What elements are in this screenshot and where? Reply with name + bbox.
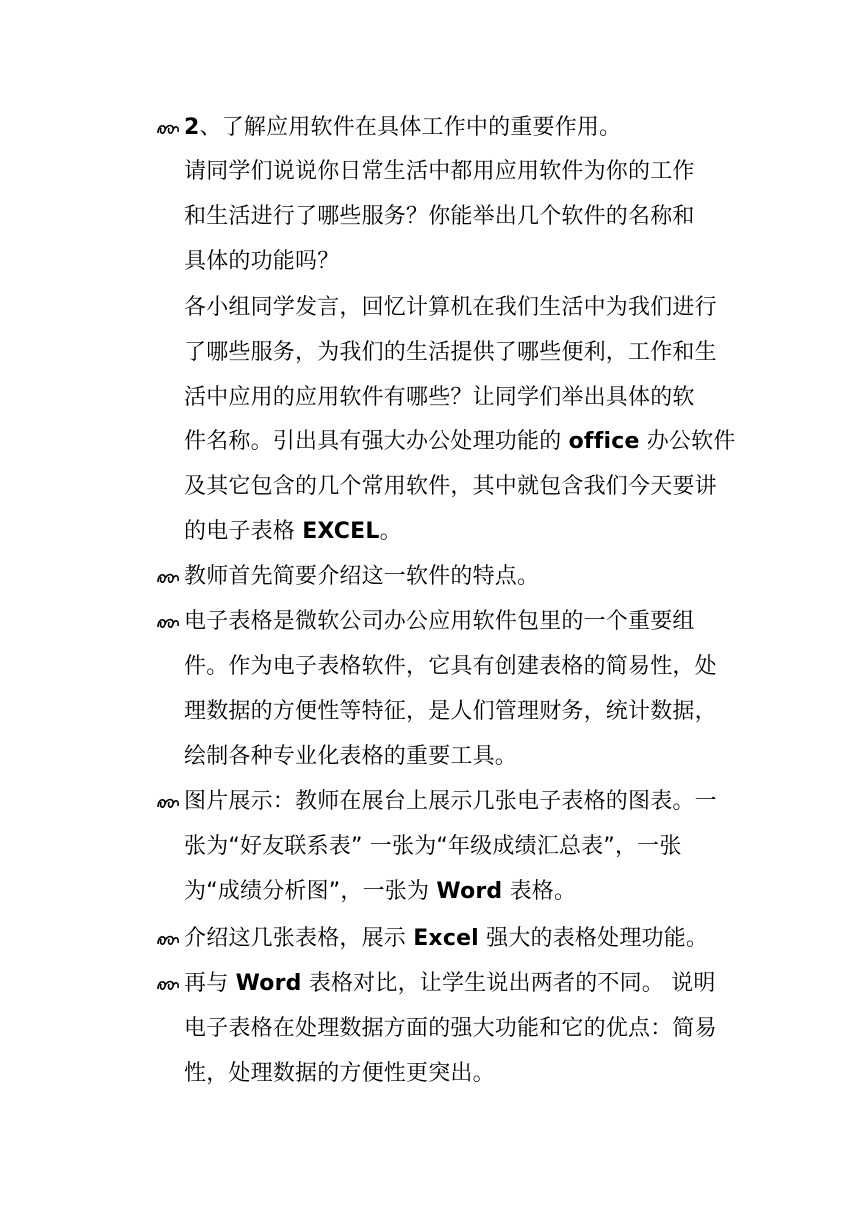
- line-text: 件。作为电子表格软件，它具有创建表格的简易性，处: [184, 654, 717, 679]
- paragraph-line: [184, 742, 517, 772]
- line-text: 介绍这几张表格，展示: [184, 926, 414, 951]
- line-text: 强大的表格处理功能。: [478, 926, 709, 951]
- line-text: 及其它包含的几个常用软件，其中就包含我们今天要讲: [184, 474, 717, 499]
- paragraph-line: [184, 832, 682, 862]
- paragraph-line: [184, 383, 695, 413]
- line-text: 性，处理数据的方便性更突出。: [184, 1061, 495, 1086]
- line-text: 理数据的方便性等特征，是人们管理财务，统计数据，: [184, 699, 717, 724]
- line-text: 各小组同学发言，回忆计算机在我们生活中为我们进行: [184, 295, 717, 320]
- curl-bullet-icon: [155, 607, 181, 637]
- line-text: 电子表格是微软公司办公应用软件包里的一个重要组: [184, 609, 695, 634]
- line-text: 具体的功能吗？: [184, 249, 340, 274]
- paragraph-line: [184, 877, 576, 907]
- line-text: 为“成绩分析图”，一张为: [184, 879, 437, 904]
- paragraph-line: [184, 472, 717, 502]
- curl-bullet-icon: [155, 924, 181, 954]
- bold-text: EXCEL: [302, 519, 380, 544]
- line-text: 表格。: [502, 879, 577, 904]
- bullet-item: [184, 113, 621, 143]
- line-text: 教师首先简要介绍这一软件的特点。: [184, 564, 540, 589]
- paragraph-line: [184, 293, 717, 323]
- bold-text: Excel: [413, 926, 479, 951]
- line-text: 件名称。引出具有强大办公处理功能的: [184, 429, 569, 454]
- paragraph-line: [184, 697, 717, 727]
- bullet-item: [184, 787, 717, 817]
- paragraph-line: [184, 1014, 717, 1044]
- line-text: 图片展示：教师在展台上展示几张电子表格的图表。一: [184, 789, 717, 814]
- paragraph-line: [184, 338, 717, 368]
- bold-text: Word: [436, 879, 503, 904]
- bullet-item: [184, 607, 695, 637]
- paragraph-line: [184, 202, 695, 232]
- curl-bullet-icon: [155, 787, 181, 817]
- line-text: 。: [379, 519, 402, 544]
- line-text: 电子表格在处理数据方面的强大功能和它的优点：简易: [184, 1016, 717, 1041]
- line-text: 办公软件: [639, 429, 736, 454]
- paragraph-line: [184, 157, 695, 187]
- curl-bullet-icon: [155, 969, 181, 999]
- bullet-item: [184, 924, 708, 954]
- curl-bullet-icon: [155, 113, 181, 143]
- bold-text: Word: [235, 971, 302, 996]
- curl-bullet-icon: [155, 562, 181, 592]
- paragraph-line: [184, 427, 736, 457]
- paragraph-line: [184, 652, 717, 682]
- line-text: 再与: [184, 971, 236, 996]
- line-text: 表格对比，让学生说出两者的不同。 说明: [301, 971, 716, 996]
- line-text: 活中应用的应用软件有哪些？让同学们举出具体的软: [184, 385, 695, 410]
- line-text: 的电子表格: [184, 519, 303, 544]
- line-text: 、了解应用软件在具体工作中的重要作用。: [199, 115, 622, 140]
- paragraph-line: [184, 247, 339, 277]
- paragraph-line: [184, 517, 402, 547]
- line-text: 了哪些服务，为我们的生活提供了哪些便利，工作和生: [184, 340, 717, 365]
- line-text: 绘制各种专业化表格的重要工具。: [184, 744, 518, 769]
- line-text: 和生活进行了哪些服务？你能举出几个软件的名称和: [184, 204, 695, 229]
- bullet-item: [184, 562, 539, 592]
- bold-text: 2: [184, 115, 200, 140]
- line-text: 请同学们说说你日常生活中都用应用软件为你的工作: [184, 159, 695, 184]
- line-text: 张为“好友联系表” 一张为“年级成绩汇总表”，一张: [184, 834, 682, 859]
- paragraph-line: [184, 1059, 495, 1089]
- bold-text: office: [568, 429, 640, 454]
- bullet-item: [184, 969, 716, 999]
